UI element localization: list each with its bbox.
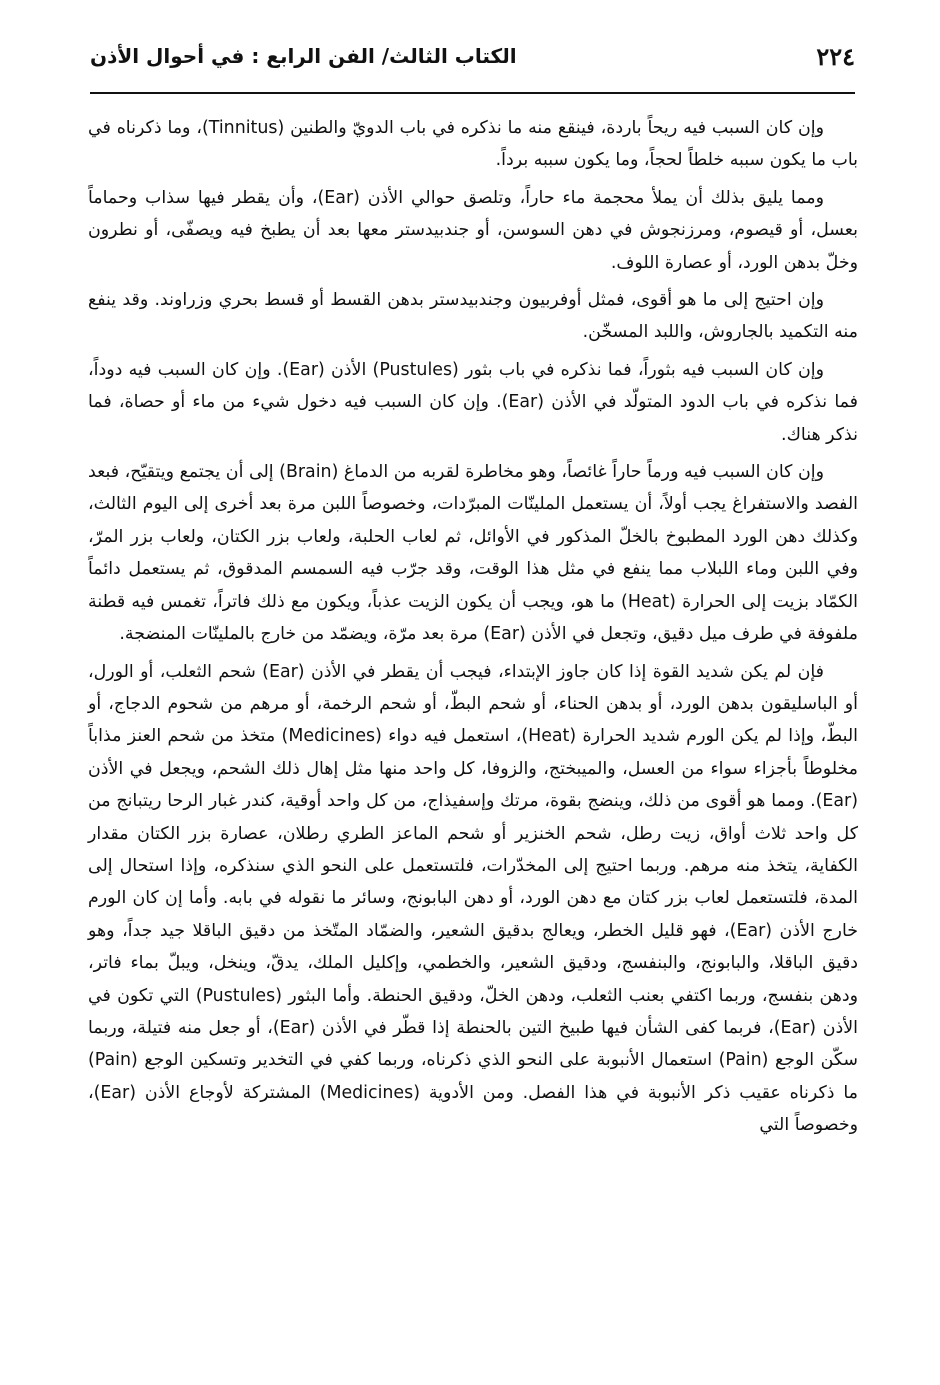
body-text	[88, 112, 858, 1142]
paragraph: وإن كان السبب فيه ريحاً باردة، فينقع منه ما نذكره في باب الدويّ والطنين (Tinnitus)، وما ذكرناه في باب ما يكون سببه خلطاً لحجاً، وما يكون سببه برداً.	[88, 118, 858, 171]
paragraph: وإن كان السبب فيه ورماً حاراً غائصاً، وهو مخاطرة لقربه من الدماغ (Brain) إلى أن يجتمع ويتقيّح، فبعد الفصد والاستفراغ يجب أولاً، أن يستعمل الملينّات المبرّدات، وخصوصاً اللبن مرة بعد أخرى إلى اليوم الثالث، وكذلك دهن الورد المطبوخ بالخلّ المذكور في الأوائل، ثم لعاب الحلبة، ولعاب بزر الكتان، ولعاب بزر المرّ، وفي اللبن وماء اللبلاب مما ينفع في مثل هذا الوقت، وقد جرّب فيه السمسم المدقوق، ثم يستعمل دائماً الكمّاد بزيت إلى الحرارة (Heat) ما هو، ويجب أن يكون الزيت عذباً، ويكون مع ذلك فاتراً، تغمس فيه قطنة ملفوفة في طرف ميل دقيق، وتجعل في الأذن (Ear) مرة بعد مرّة، ويضمّد من خارج بالملينّات المنضجة.	[88, 462, 858, 645]
header-rule	[90, 92, 855, 94]
paragraph: وإن كان السبب فيه بثوراً، فما نذكره في باب بثور (Pustules) الأذن (Ear). وإن كان السبب فيه دوداً، فما نذكره في باب الدود المتولّد في الأذن (Ear). وإن كان السبب فيه دخول شيء من ماء أو حصاة، فما نذكر هناك.	[88, 359, 858, 445]
page-number: ٢٢٤	[816, 42, 855, 71]
paragraph: ومما يليق بذلك أن يملأ محجمة ماء حاراً، وتلصق حوالي الأذن (Ear)، وأن يقطر فيها سذاب وحماماً بعسل، أو قيصوم، ومرزنجوش في دهن السوسن، أو جندبيدستر معها بعد أن يطبخ فيه ويصفّى، أو نطرون وخلّ بدهن الورد، أو عصارة اللوف.	[88, 187, 858, 273]
page-header	[90, 40, 855, 80]
paragraph: فإن لم يكن شديد القوة إذا كان جاوز الإبتداء، فيجب أن يقطر في الأذن (Ear) شحم الثعلب، أو الورل، أو الباسليقون بدهن الورد، أو بدهن الحناء، أو شحم البطّ، أو شحم الرخمة، أو مرهم من شحوم الدجاج، أو البطّ، وإذا لم يكن الورم شديد الحرارة (Heat)، استعمل فيه دواء (Medicines) متخذ من شحم العنز مذاباً مخلوطاً بأجزاء سواء من العسل، والميبختج، والزوفا، كل واحد منها مثل إهال ذلك الشحم، ويجعل في الأذن (Ear). ومما هو أقوى من ذلك، وينضج بقوة، مرتك وإسفيذاج، من كل واحد أوقية، كندر غبار الرحا ريتبانج من كل واحد ثلاث أواق، زيت رطل، شحم الخنزير أو شحم الماعز الطري رطلان، عصارة بزر الكتان مقدار الكفاية، يتخذ منه مرهم. وربما احتيج إلى المخدّرات، فلتستعمل على النحو الذي سنذكره، وإذا استحال إلى المدة، فلتستعمل لعاب بزر كتان مع دهن الورد، أو دهن البابونج، وسائر ما نقوله في بابه. وأما إن كان الورم خارج الأذن (Ear)، فهو قليل الخطر، ويعالج بدقيق الشعير، والضمّاد المتّخذ من دقيق الباقلا جيد جداً، وهو دقيق الباقلا، والبابونج، والبنفسج، ودقيق الشعير، والخطمي، وإكليل الملك، يدقّ، وينخل، ويبلّ بماء فاتر، ودهن بنفسج، وربما اكتفي بعنب الثعلب، ودهن الخلّ، ودقيق الحنطة. وأما البثور (Pustules) التي تكون في الأذن (Ear)، فربما كفى الشأن فيها طبيخ التين بالحنطة إذا قطّر في الأذن (Ear)، أو جعل منه فتيلة، وربما سكّن الوجع (Pain) استعمال الأنبوبة على النحو الذي ذكرناه، وربما كفي في التخدير وتسكين الوجع (Pain) ما ذكرناه عقيب ذكر الأنبوبة في هذا الفصل. ومن الأدوية (Medicines) المشتركة لأوجاع الأذن (Ear)، وخصوصاً التي	[88, 661, 859, 1136]
running-title: الكتاب الثالث/ الفن الرابع : في أحوال الأذن	[90, 44, 517, 68]
paragraph: وإن احتيج إلى ما هو أقوى، فمثل أوفربيون وجندبيدستر بدهن القسط أو قسط بحري وزراوند. وقد ينفع منه التكميد بالجاروش، واللبد المسخّن.	[88, 290, 858, 343]
